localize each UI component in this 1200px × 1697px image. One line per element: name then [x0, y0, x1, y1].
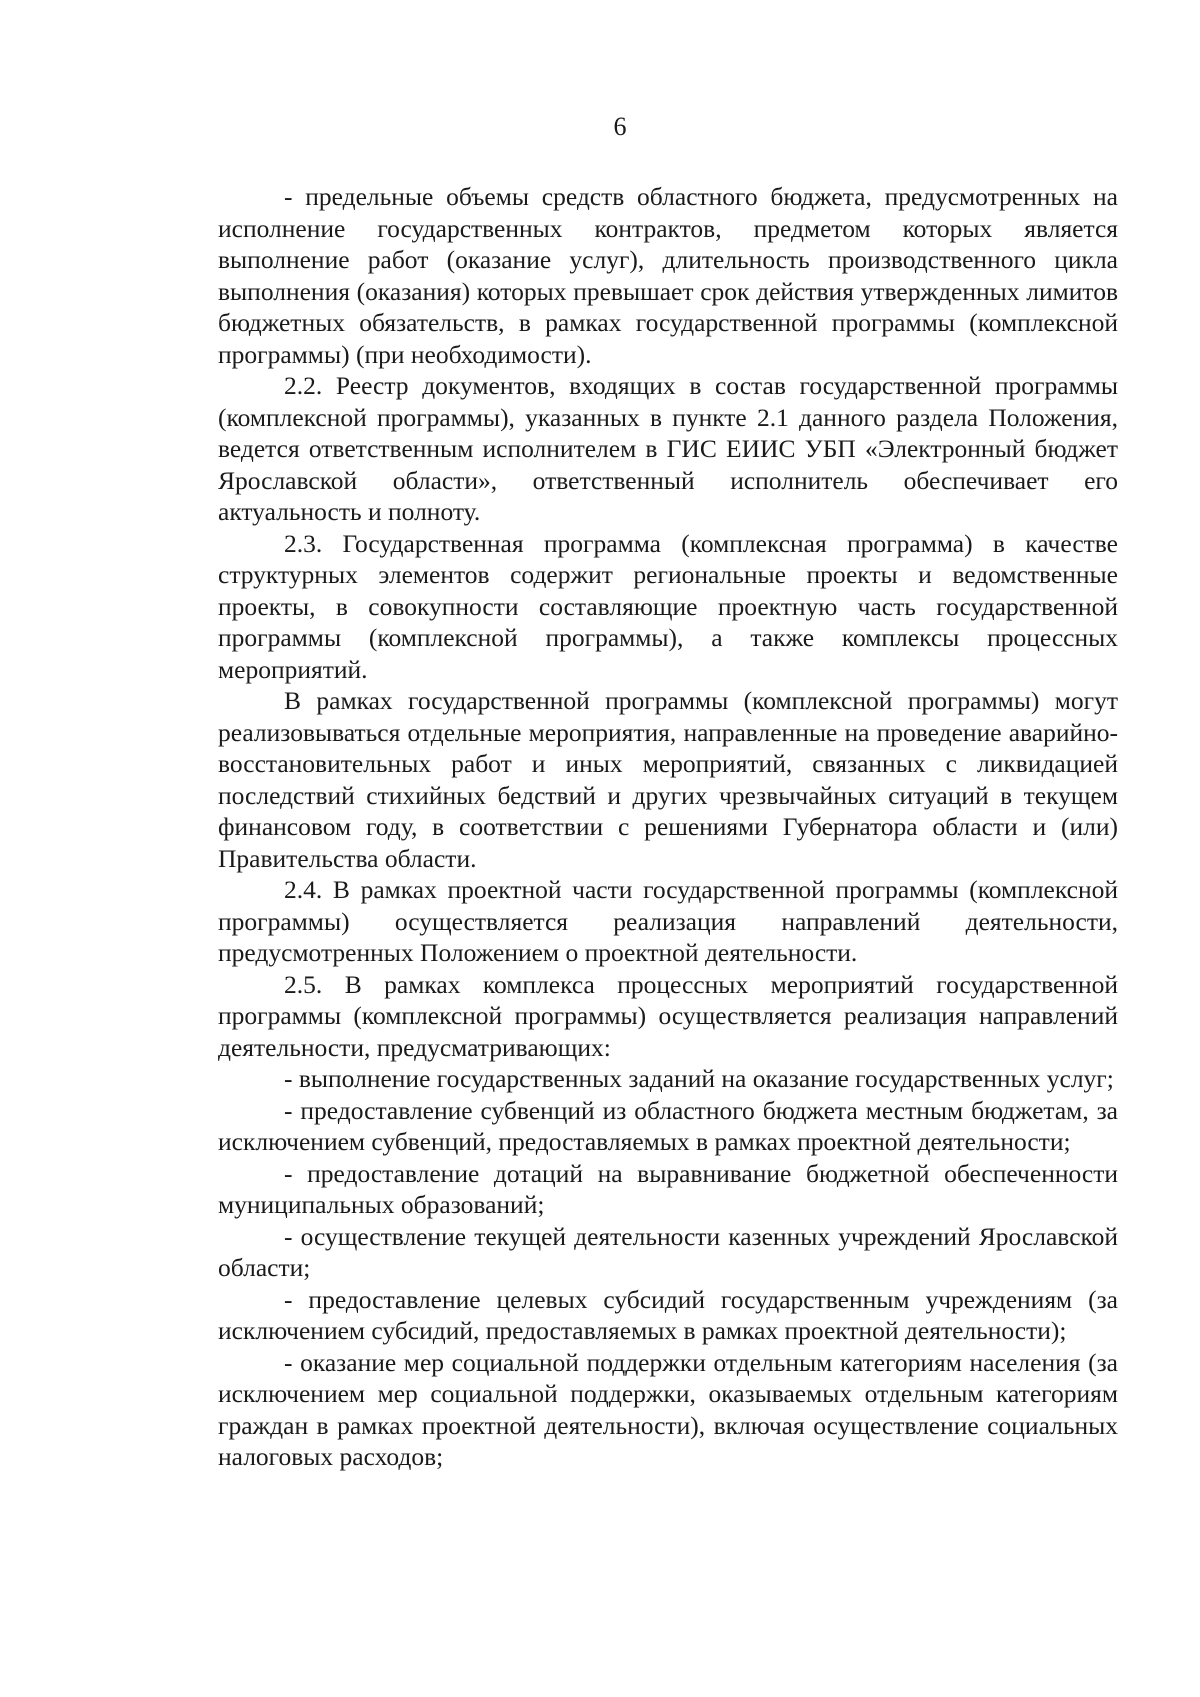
list-item-target-subsidies: - предоставление целевых субсидий государственным учреждениям (за исключением субсидий, предоставляемых в рамках проектной деятельности);	[218, 1284, 1118, 1345]
paragraph-separate-measures: В рамках государственной программы (комплексной программы) могут реализовываться отдельные мероприятия, направленные на проведение аварийно-восстановительных работ и иных мероприятий, связанных с ликвидацией последствий стихийных бедствий и других чрезвычайных ситуаций в текущем финансовом году, в соответствии с решениями Губернатора области и (или) Правительства области.	[218, 686, 1118, 873]
document-body	[218, 181, 1118, 1473]
paragraph-limit-volumes: - предельные объемы средств областного бюджета, предусмотренных на исполнение государственных контрактов, предметом которых является выполнение работ (оказание услуг), длительность производственного цикла выполнения (оказания) которых превышает срок действия утвержденных лимитов бюджетных обязательств, в рамках государственной программы (комплексной программы) (при необходимости).	[218, 182, 1118, 369]
paragraph-2-2: 2.2. Реестр документов, входящих в состав государственной программы (комплексной программы), указанных в пункте 2.1 данного раздела Положения, ведется ответственным исполнителем в ГИС ЕИИС УБП «Электронный бюджет Ярославской области», ответственный исполнитель обеспечивает его актуальность и полноту.	[218, 371, 1118, 526]
paragraph-2-4: 2.4. В рамках проектной части государственной программы (комплексной программы) осуществляется реализация направлений деятельности, предусмотренных Положением о проектной деятельности.	[218, 875, 1118, 967]
list-item-social-support: - оказание мер социальной поддержки отдельным категориям населения (за исключением мер социальной поддержки, оказываемых отдельным категориям граждан в рамках проектной деятельности), включая осуществление социальных налоговых расходов;	[218, 1347, 1118, 1471]
page-number: 6	[613, 112, 627, 141]
list-item-subsidies-equalization: - предоставление дотаций на выравнивание бюджетной обеспеченности муниципальных образований;	[218, 1158, 1118, 1219]
list-item-state-tasks: - выполнение государственных заданий на оказание государственных услуг;	[284, 1064, 1114, 1093]
paragraph-2-3: 2.3. Государственная программа (комплексная программа) в качестве структурных элементов содержит региональные проекты и ведомственные проекты, в совокупности составляющие проектную часть государственной программы (комплексной программы), а также комплексы процессных мероприятий.	[218, 528, 1118, 684]
list-item-state-institutions: - осуществление текущей деятельности казенных учреждений Ярославской области;	[218, 1221, 1118, 1282]
paragraph-2-5: 2.5. В рамках комплекса процессных мероприятий государственной программы (комплексной программы) осуществляется реализация направлений деятельности, предусматривающих:	[218, 969, 1118, 1062]
list-item-subventions: - предоставление субвенций из областного бюджета местным бюджетам, за исключением субвенций, предоставляемых в рамках проектной деятельности;	[218, 1095, 1118, 1156]
